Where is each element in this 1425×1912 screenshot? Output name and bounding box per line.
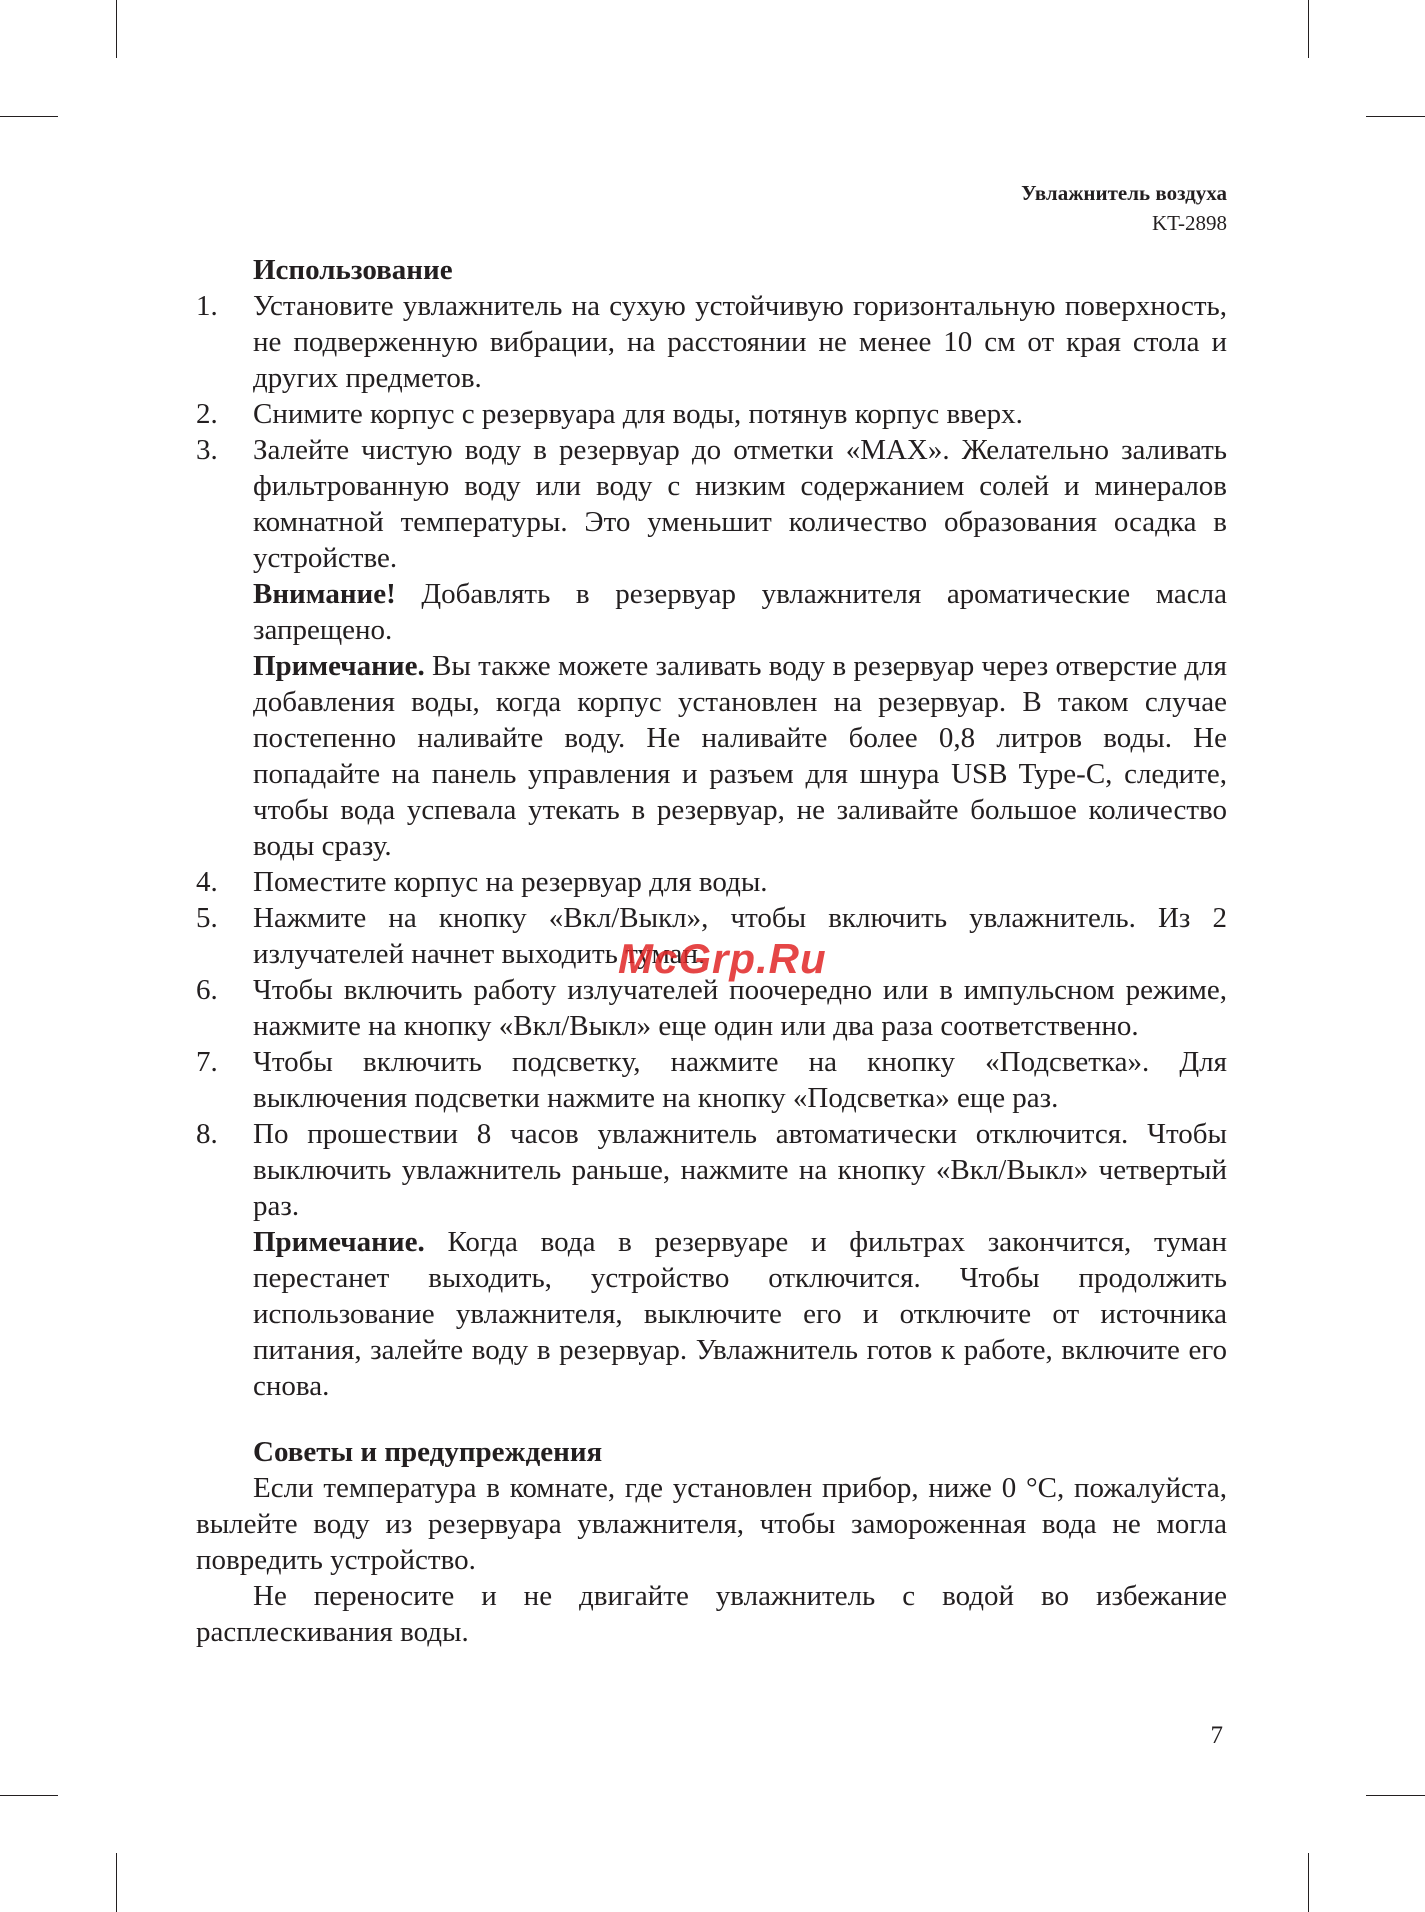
crop-mark (1308, 1853, 1309, 1912)
note-text: Вы также можете заливать воду в резервуар через отверстие для добавления воды, когда корпус установлен на резервуар. В таком случае постепенно наливайте воду. Не наливайте более 0,8 литров воды. Не попадайте на панель управления и разъем для шнура USB Type-C, следите, чтобы вода успевала утекать в резервуар, не заливайте большое количество воды сразу. (253, 650, 1227, 862)
usage-title: Использование (253, 254, 453, 286)
list-item (196, 288, 1227, 396)
crop-mark (116, 0, 117, 58)
step-text: Чтобы включить работу излучателей поочередно или в импульсном режиме, нажмите на кнопку «Вкл/Выкл» еще один или два раза соответственно. (253, 974, 1227, 1042)
crop-mark (1366, 1795, 1425, 1796)
step-text: Установите увлажнитель на сухую устойчивую горизонтальную поверхность, не подверженную вибрации, на расстоянии не менее 10 см от края стола и других предметов. (253, 290, 1227, 394)
crop-mark (1366, 116, 1425, 117)
step-number: 4. (196, 866, 218, 898)
section-spacer (196, 1404, 1227, 1434)
list-item (196, 1116, 1227, 1224)
list-item (196, 1044, 1227, 1116)
note-text: Когда вода в резервуаре и фильтрах закончится, туман перестанет выходить, устройство отключится. Чтобы продолжить использование увлажнителя, выключите его и отключите от источника питания, залейте воду в резервуар. Увлажнитель готов к работе, включите его снова. (253, 1226, 1227, 1402)
note-filling (196, 648, 1227, 864)
tips-paragraph: Не переносите и не двигайте увлажнитель с водой во избежание расплескивания воды. (196, 1580, 1227, 1648)
step-number: 6. (196, 974, 218, 1006)
step-number: 8. (196, 1118, 218, 1150)
step-text: Чтобы включить подсветку, нажмите на кнопку «Подсветка». Для выключения подсветки нажмите на кнопку «Подсветка» еще раз. (253, 1046, 1227, 1114)
header-title: Увлажнитель воздуха (1021, 181, 1227, 205)
step-text: Поместите корпус на резервуар для воды. (253, 866, 768, 898)
header-model: KT-2898 (1151, 211, 1227, 235)
step-number: 3. (196, 434, 218, 466)
step-text: По прошествии 8 часов увлажнитель автоматически отключится. Чтобы выключить увлажнитель раньше, нажмите на кнопку «Вкл/Выкл» четвертый раз. (253, 1118, 1227, 1222)
running-header (1021, 178, 1227, 238)
crop-mark (1308, 0, 1309, 58)
step-number: 1. (196, 290, 218, 322)
step-text: Залейте чистую воду в резервуар до отметки «MAX». Желательно заливать фильтрованную воду или воду с низким содержанием солей и минералов комнатной температуры. Это уменьшит количество образования осадка в устройстве. (253, 434, 1227, 574)
note-water-empty (196, 1224, 1227, 1404)
step-number: 5. (196, 902, 218, 934)
tips-paragraph: Если температура в комнате, где установлен прибор, ниже 0 °C, пожалуйста, вылейте воду из резервуара увлажнителя, чтобы замороженная вода не могла повредить устройство. (196, 1472, 1227, 1576)
warning-note (196, 576, 1227, 648)
warning-text: Добавлять в резервуар увлажнителя ароматические масла запрещено. (253, 578, 1227, 646)
step-text: Снимите корпус с резервуара для воды, потянув корпус вверх. (253, 398, 1023, 430)
note-label: Примечание. (253, 1226, 425, 1258)
tips-title: Советы и предупреждения (253, 1436, 603, 1468)
crop-mark (0, 1795, 58, 1796)
warning-label: Внимание! (253, 578, 396, 610)
step-number: 7. (196, 1046, 218, 1078)
crop-mark (116, 1853, 117, 1912)
crop-mark (0, 116, 58, 117)
step-text: Нажмите на кнопку «Вкл/Выкл», чтобы включить увлажнитель. Из 2 излучателей начнет выходить туман. (253, 902, 1227, 970)
page-number: 7 (1210, 1722, 1223, 1749)
note-label: Примечание. (253, 650, 425, 682)
list-item (196, 432, 1227, 576)
watermark: McGrp.Ru (618, 935, 827, 982)
list-item (196, 396, 1227, 432)
list-item (196, 864, 1227, 900)
step-number: 2. (196, 398, 218, 430)
